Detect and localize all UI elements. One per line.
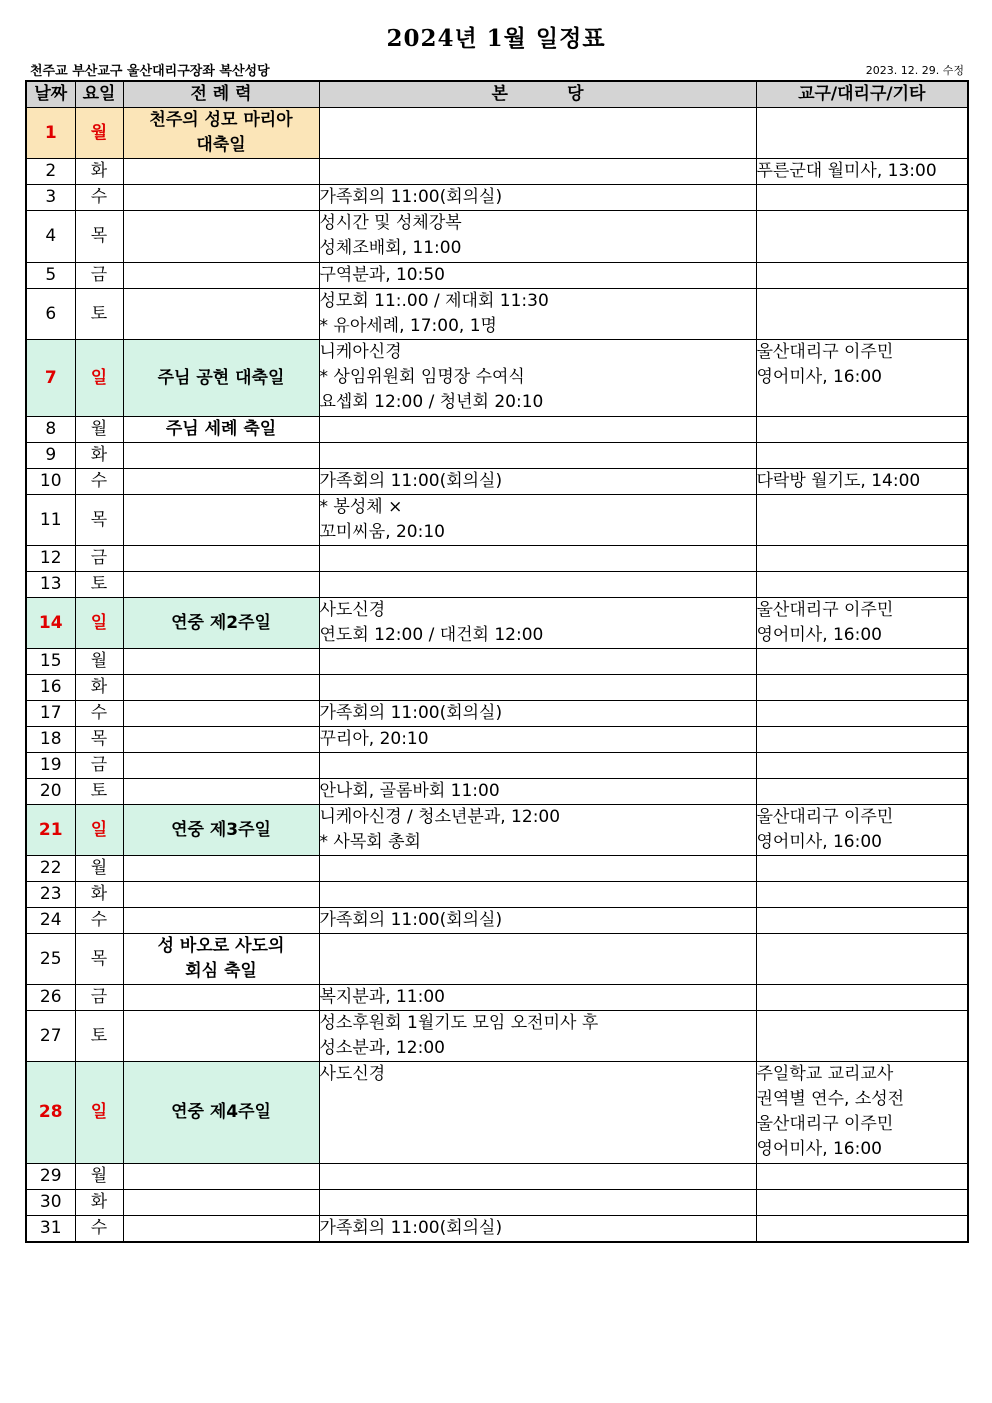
parish-cell — [319, 108, 756, 159]
date-cell: 16 — [26, 675, 75, 701]
liturgical-cell — [123, 495, 319, 546]
weekday-cell: 일 — [75, 598, 123, 649]
table-row — [26, 649, 968, 675]
weekday-cell: 일 — [75, 340, 123, 417]
diocese-cell — [756, 779, 968, 805]
parish-cell — [319, 882, 756, 908]
date-cell: 30 — [26, 1190, 75, 1216]
date-cell: 5 — [26, 263, 75, 289]
parish-cell — [319, 417, 756, 443]
parish-cell — [319, 1190, 756, 1216]
table-row — [26, 1062, 968, 1164]
date-cell: 6 — [26, 289, 75, 340]
weekday-cell: 토 — [75, 779, 123, 805]
parish-cell: 가족회의 11:00(회의실) — [319, 701, 756, 727]
schedule-table — [25, 80, 969, 1243]
weekday-cell: 금 — [75, 546, 123, 572]
date-cell: 28 — [26, 1062, 75, 1164]
table-row — [26, 159, 968, 185]
liturgical-cell: 주님 공현 대축일 — [123, 340, 319, 417]
table-row — [26, 779, 968, 805]
parish-cell: 꾸리아, 20:10 — [319, 727, 756, 753]
table-row — [26, 753, 968, 779]
diocese-cell — [756, 1190, 968, 1216]
weekday-cell: 화 — [75, 675, 123, 701]
weekday-cell: 수 — [75, 469, 123, 495]
parish-cell: 니케아신경 * 상임위원회 임명장 수여식 요셉회 12:00 / 청년회 20:10 — [319, 340, 756, 417]
date-cell: 14 — [26, 598, 75, 649]
diocese-cell: 푸른군대 월미사, 13:00 — [756, 159, 968, 185]
table-row — [26, 417, 968, 443]
weekday-cell: 월 — [75, 649, 123, 675]
parish-cell — [319, 572, 756, 598]
liturgical-cell: 연중 제3주일 — [123, 805, 319, 856]
date-cell: 18 — [26, 727, 75, 753]
liturgical-cell — [123, 701, 319, 727]
diocese-cell — [756, 882, 968, 908]
liturgical-cell — [123, 289, 319, 340]
liturgical-cell — [123, 443, 319, 469]
liturgical-cell — [123, 985, 319, 1011]
table-row — [26, 598, 968, 649]
date-cell: 19 — [26, 753, 75, 779]
date-cell: 11 — [26, 495, 75, 546]
parish-cell — [319, 159, 756, 185]
parish-cell — [319, 649, 756, 675]
weekday-cell: 수 — [75, 185, 123, 211]
liturgical-cell — [123, 469, 319, 495]
parish-cell: 가족회의 11:00(회의실) — [319, 469, 756, 495]
date-cell: 27 — [26, 1011, 75, 1062]
weekday-cell: 금 — [75, 263, 123, 289]
diocese-cell: 울산대리구 이주민 영어미사, 16:00 — [756, 805, 968, 856]
table-row — [26, 1216, 968, 1243]
diocese-cell: 주일학교 교리교사 권역별 연수, 소성전 울산대리구 이주민 영어미사, 16:00 — [756, 1062, 968, 1164]
parish-cell: 니케아신경 / 청소년분과, 12:00 * 사목회 총회 — [319, 805, 756, 856]
table-row — [26, 805, 968, 856]
diocese-cell — [756, 108, 968, 159]
parish-cell: 성소후원회 1월기도 모임 오전미사 후 성소분과, 12:00 — [319, 1011, 756, 1062]
diocese-cell — [756, 417, 968, 443]
date-cell: 23 — [26, 882, 75, 908]
header-parish: 본 당 — [319, 81, 756, 108]
date-cell: 9 — [26, 443, 75, 469]
diocese-cell — [756, 727, 968, 753]
weekday-cell: 목 — [75, 211, 123, 263]
diocese-cell — [756, 1164, 968, 1190]
liturgical-cell — [123, 1216, 319, 1243]
weekday-cell: 일 — [75, 1062, 123, 1164]
parish-cell — [319, 443, 756, 469]
parish-cell — [319, 856, 756, 882]
diocese-cell — [756, 908, 968, 934]
parish-cell: 사도신경 — [319, 1062, 756, 1164]
parish-cell: 성모회 11:.00 / 제대회 11:30 * 유아세례, 17:00, 1명 — [319, 289, 756, 340]
liturgical-cell — [123, 649, 319, 675]
header-liturgical-calendar: 전 례 력 — [123, 81, 319, 108]
header-diocese: 교구/대리구/기타 — [756, 81, 968, 108]
table-row — [26, 572, 968, 598]
weekday-cell: 금 — [75, 753, 123, 779]
table-row — [26, 1164, 968, 1190]
liturgical-cell — [123, 159, 319, 185]
table-row — [26, 211, 968, 263]
header-weekday: 요일 — [75, 81, 123, 108]
organization-name: 천주교 부산교구 울산대리구장좌 복산성당 — [30, 64, 270, 79]
diocese-cell: 울산대리구 이주민 영어미사, 16:00 — [756, 340, 968, 417]
weekday-cell: 수 — [75, 1216, 123, 1243]
parish-cell — [319, 934, 756, 985]
date-cell: 24 — [26, 908, 75, 934]
diocese-cell — [756, 263, 968, 289]
date-cell: 4 — [26, 211, 75, 263]
weekday-cell: 일 — [75, 805, 123, 856]
parish-cell: 안나회, 골롬바회 11:00 — [319, 779, 756, 805]
revision-date: 2023. 12. 29. 수정 — [865, 64, 964, 77]
diocese-cell — [756, 985, 968, 1011]
date-cell: 8 — [26, 417, 75, 443]
date-cell: 1 — [26, 108, 75, 159]
table-row — [26, 185, 968, 211]
diocese-cell — [756, 675, 968, 701]
parish-cell: 복지분과, 11:00 — [319, 985, 756, 1011]
parish-cell: 가족회의 11:00(회의실) — [319, 185, 756, 211]
diocese-cell — [756, 289, 968, 340]
date-cell: 7 — [26, 340, 75, 417]
diocese-cell — [756, 934, 968, 985]
weekday-cell: 화 — [75, 159, 123, 185]
liturgical-cell — [123, 753, 319, 779]
weekday-cell: 월 — [75, 417, 123, 443]
weekday-cell: 수 — [75, 908, 123, 934]
parish-cell — [319, 1164, 756, 1190]
diocese-cell — [756, 546, 968, 572]
liturgical-cell: 천주의 성모 마리아 대축일 — [123, 108, 319, 159]
liturgical-cell — [123, 546, 319, 572]
parish-cell: 가족회의 11:00(회의실) — [319, 1216, 756, 1243]
table-row — [26, 985, 968, 1011]
date-cell: 3 — [26, 185, 75, 211]
diocese-cell: 울산대리구 이주민 영어미사, 16:00 — [756, 598, 968, 649]
page-title: 2024년 1월 일정표 — [386, 25, 606, 52]
weekday-cell: 화 — [75, 443, 123, 469]
table-header-row — [26, 81, 968, 108]
table-row — [26, 108, 968, 159]
liturgical-cell — [123, 779, 319, 805]
liturgical-cell — [123, 211, 319, 263]
weekday-cell: 수 — [75, 701, 123, 727]
table-row — [26, 908, 968, 934]
diocese-cell — [756, 443, 968, 469]
date-cell: 31 — [26, 1216, 75, 1243]
diocese-cell — [756, 649, 968, 675]
weekday-cell: 월 — [75, 108, 123, 159]
liturgical-cell — [123, 572, 319, 598]
diocese-cell — [756, 572, 968, 598]
table-row — [26, 1190, 968, 1216]
weekday-cell: 화 — [75, 1190, 123, 1216]
table-row — [26, 469, 968, 495]
parish-cell: 성시간 및 성체강복 성체조배회, 11:00 — [319, 211, 756, 263]
diocese-cell: 다락방 월기도, 14:00 — [756, 469, 968, 495]
liturgical-cell — [123, 263, 319, 289]
date-cell: 25 — [26, 934, 75, 985]
liturgical-cell — [123, 856, 319, 882]
date-cell: 2 — [26, 159, 75, 185]
table-row — [26, 546, 968, 572]
table-row — [26, 443, 968, 469]
weekday-cell: 토 — [75, 572, 123, 598]
weekday-cell: 화 — [75, 882, 123, 908]
weekday-cell: 목 — [75, 934, 123, 985]
weekday-cell: 목 — [75, 495, 123, 546]
date-cell: 10 — [26, 469, 75, 495]
diocese-cell — [756, 185, 968, 211]
liturgical-cell — [123, 727, 319, 753]
date-cell: 17 — [26, 701, 75, 727]
date-cell: 15 — [26, 649, 75, 675]
weekday-cell: 금 — [75, 985, 123, 1011]
date-cell: 20 — [26, 779, 75, 805]
weekday-cell: 토 — [75, 289, 123, 340]
table-row — [26, 675, 968, 701]
diocese-cell — [756, 856, 968, 882]
weekday-cell: 월 — [75, 856, 123, 882]
parish-cell: 가족회의 11:00(회의실) — [319, 908, 756, 934]
liturgical-cell: 연중 제2주일 — [123, 598, 319, 649]
table-row — [26, 727, 968, 753]
table-row — [26, 340, 968, 417]
liturgical-cell: 성 바오로 사도의 회심 축일 — [123, 934, 319, 985]
table-row — [26, 701, 968, 727]
table-row — [26, 934, 968, 985]
parish-cell: * 봉성체 × 꼬미씨움, 20:10 — [319, 495, 756, 546]
liturgical-cell — [123, 882, 319, 908]
date-cell: 21 — [26, 805, 75, 856]
date-cell: 26 — [26, 985, 75, 1011]
diocese-cell — [756, 753, 968, 779]
diocese-cell — [756, 495, 968, 546]
liturgical-cell — [123, 908, 319, 934]
parish-cell — [319, 753, 756, 779]
parish-cell — [319, 675, 756, 701]
weekday-cell: 월 — [75, 1164, 123, 1190]
liturgical-cell — [123, 1164, 319, 1190]
liturgical-cell: 연중 제4주일 — [123, 1062, 319, 1164]
table-row — [26, 1011, 968, 1062]
diocese-cell — [756, 211, 968, 263]
parish-cell — [319, 546, 756, 572]
diocese-cell — [756, 701, 968, 727]
parish-cell: 사도신경 연도회 12:00 / 대건회 12:00 — [319, 598, 756, 649]
weekday-cell: 토 — [75, 1011, 123, 1062]
diocese-cell — [756, 1011, 968, 1062]
date-cell: 22 — [26, 856, 75, 882]
liturgical-cell — [123, 185, 319, 211]
table-row — [26, 289, 968, 340]
weekday-cell: 목 — [75, 727, 123, 753]
table-row — [26, 495, 968, 546]
date-cell: 13 — [26, 572, 75, 598]
liturgical-cell — [123, 1190, 319, 1216]
parish-cell: 구역분과, 10:50 — [319, 263, 756, 289]
date-cell: 29 — [26, 1164, 75, 1190]
liturgical-cell — [123, 1011, 319, 1062]
header-date: 날짜 — [26, 81, 75, 108]
table-row — [26, 882, 968, 908]
date-cell: 12 — [26, 546, 75, 572]
liturgical-cell — [123, 675, 319, 701]
table-row — [26, 263, 968, 289]
table-row — [26, 856, 968, 882]
diocese-cell — [756, 1216, 968, 1243]
liturgical-cell: 주님 세례 축일 — [123, 417, 319, 443]
